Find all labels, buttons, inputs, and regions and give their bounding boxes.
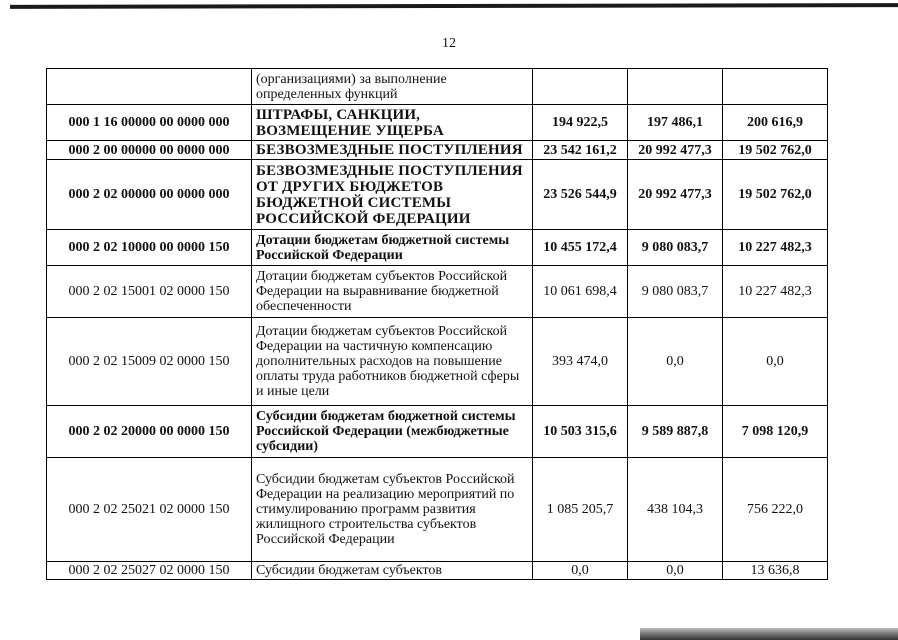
- row-name: БЕЗВОЗМЕЗДНЫЕ ПОСТУПЛЕНИЯ: [252, 141, 533, 160]
- row-code: 000 2 02 15001 02 0000 150: [47, 266, 252, 318]
- row-value-2: 9 080 083,7: [628, 230, 723, 266]
- row-value-1: 10 455 172,4: [533, 230, 628, 266]
- table-row: [47, 105, 828, 141]
- table-row: [47, 266, 828, 318]
- row-value-1: 393 474,0: [533, 318, 628, 406]
- table-row: [47, 458, 828, 562]
- row-value-3: [723, 69, 828, 105]
- row-value-3: 200 616,9: [723, 105, 828, 141]
- row-name: БЕЗВОЗМЕЗДНЫЕ ПОСТУПЛЕНИЯ ОТ ДРУГИХ БЮДЖЕТОВ БЮДЖЕТНОЙ СИСТЕМЫ РОССИЙСКОЙ ФЕДЕРАЦИИ: [252, 160, 533, 230]
- row-value-2: 0,0: [628, 562, 723, 580]
- table-row: [47, 406, 828, 458]
- row-value-1: [533, 69, 628, 105]
- page-number: 12: [442, 36, 456, 51]
- row-code: 000 2 02 25027 02 0000 150: [47, 562, 252, 580]
- table-row: [47, 318, 828, 406]
- table-row: [47, 230, 828, 266]
- row-name: Дотации бюджетам бюджетной системы Российской Федерации: [252, 230, 533, 266]
- row-name: ШТРАФЫ, САНКЦИИ, ВОЗМЕЩЕНИЕ УЩЕРБА: [252, 105, 533, 141]
- row-value-1: 23 542 161,2: [533, 141, 628, 160]
- row-code: 000 2 02 10000 00 0000 150: [47, 230, 252, 266]
- row-value-2: 9 589 887,8: [628, 406, 723, 458]
- row-code: [47, 69, 252, 105]
- row-value-1: 0,0: [533, 562, 628, 580]
- row-value-3: 10 227 482,3: [723, 266, 828, 318]
- row-value-1: 10 061 698,4: [533, 266, 628, 318]
- table-row: [47, 160, 828, 230]
- row-code: 000 2 00 00000 00 0000 000: [47, 141, 252, 160]
- scan-edge-top: [10, 3, 898, 9]
- row-value-2: 9 080 083,7: [628, 266, 723, 318]
- row-value-3: 7 098 120,9: [723, 406, 828, 458]
- row-value-3: 756 222,0: [723, 458, 828, 562]
- row-code: 000 2 02 00000 00 0000 000: [47, 160, 252, 230]
- row-code: 000 2 02 15009 02 0000 150: [47, 318, 252, 406]
- row-value-3: 10 227 482,3: [723, 230, 828, 266]
- row-name: Субсидии бюджетам субъектов: [252, 562, 533, 580]
- row-name: Субсидии бюджетам бюджетной системы Российской Федерации (межбюджетные субсидии): [252, 406, 533, 458]
- row-value-2: 20 992 477,3: [628, 160, 723, 230]
- row-value-1: 23 526 544,9: [533, 160, 628, 230]
- row-value-3: 0,0: [723, 318, 828, 406]
- row-value-2: [628, 69, 723, 105]
- row-name: (организациями) за выполнение определенных функций: [252, 69, 533, 105]
- budget-revenue-table: [46, 68, 828, 580]
- row-value-3: 19 502 762,0: [723, 141, 828, 160]
- row-value-2: 197 486,1: [628, 105, 723, 141]
- row-code: 000 1 16 00000 00 0000 000: [47, 105, 252, 141]
- table-row: [47, 69, 828, 105]
- row-value-2: 20 992 477,3: [628, 141, 723, 160]
- row-value-2: 0,0: [628, 318, 723, 406]
- row-value-1: 194 922,5: [533, 105, 628, 141]
- row-name: Дотации бюджетам субъектов Российской Федерации на частичную компенсацию дополнительных расходов на повышение оплаты труда работников бюджетной сферы и иные цели: [252, 318, 533, 406]
- row-value-3: 13 636,8: [723, 562, 828, 580]
- row-code: 000 2 02 20000 00 0000 150: [47, 406, 252, 458]
- row-name: Субсидии бюджетам субъектов Российской Федерации на реализацию мероприятий по стимулированию программ развития жилищного строительства субъектов Российской Федерации: [252, 458, 533, 562]
- row-name: Дотации бюджетам субъектов Российской Федерации на выравнивание бюджетной обеспеченности: [252, 266, 533, 318]
- row-value-1: 10 503 315,6: [533, 406, 628, 458]
- table-row: [47, 562, 828, 580]
- row-value-1: 1 085 205,7: [533, 458, 628, 562]
- row-code: 000 2 02 25021 02 0000 150: [47, 458, 252, 562]
- row-value-3: 19 502 762,0: [723, 160, 828, 230]
- scan-edge-bottom: [640, 628, 898, 640]
- row-value-2: 438 104,3: [628, 458, 723, 562]
- table-row: [47, 141, 828, 160]
